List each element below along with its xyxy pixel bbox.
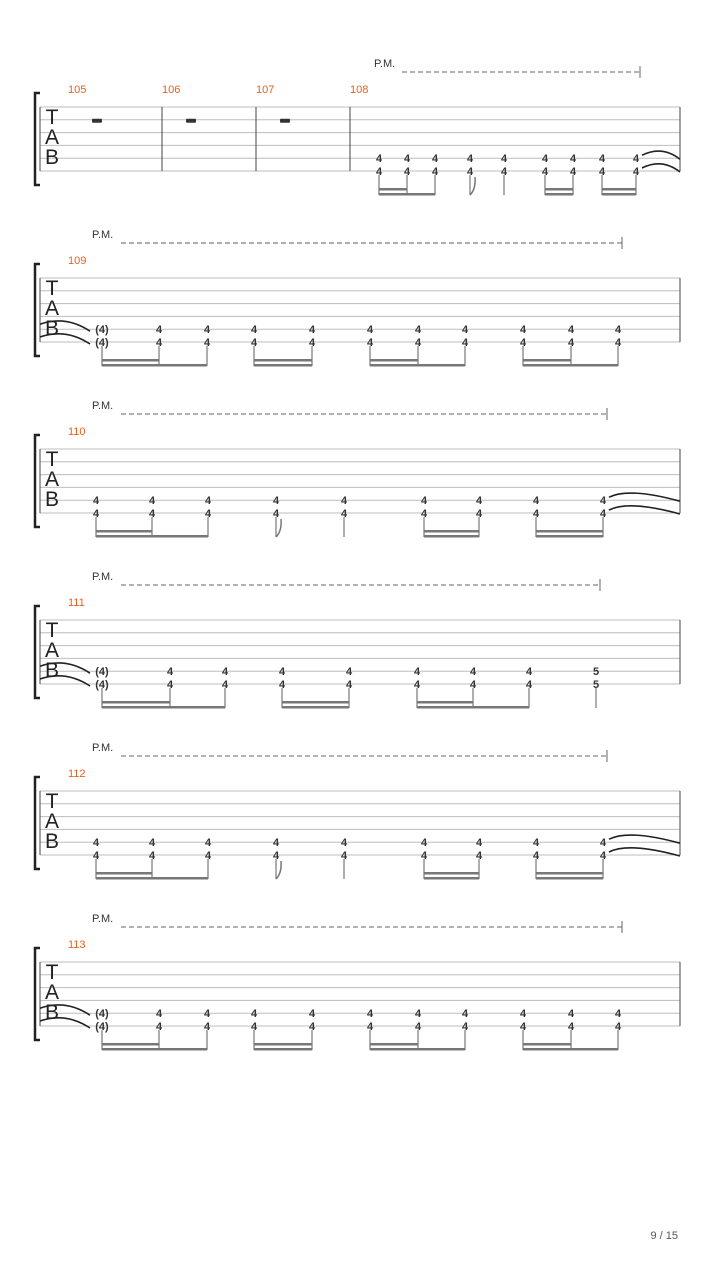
- fret-number: 4: [345, 679, 353, 691]
- fret-number: 4: [532, 508, 540, 520]
- fret-number: 4: [599, 850, 607, 862]
- fret-number: 4: [204, 508, 212, 520]
- fret-number: 4: [567, 337, 575, 349]
- palm-mute-label: P.M.: [92, 400, 114, 412]
- note-beam-secondary: [602, 188, 636, 191]
- tab-clef-letter: T: [45, 277, 59, 300]
- note-beam: [102, 1048, 207, 1051]
- note-beam-secondary: [417, 701, 473, 704]
- palm-mute-label: P.M.: [374, 58, 396, 70]
- fret-number: 4: [614, 1021, 622, 1033]
- note-beam: [102, 706, 225, 709]
- fret-number: 4: [250, 337, 258, 349]
- measure-number: 105: [68, 84, 87, 96]
- fret-number: (4): [95, 337, 109, 349]
- fret-number: (4): [95, 1021, 109, 1033]
- fret-number: 4: [308, 1021, 316, 1033]
- fret-number: 4: [155, 1021, 163, 1033]
- fret-number: 4: [632, 153, 640, 166]
- note-beam-secondary: [96, 872, 152, 875]
- fret-number: 4: [272, 850, 280, 862]
- tab-clef-letter: T: [45, 106, 59, 129]
- fret-number: 4: [569, 153, 577, 166]
- tab-clef-letter: B: [44, 488, 60, 511]
- note-beam: [417, 706, 529, 709]
- fret-number: 4: [278, 679, 286, 691]
- fret-number: 4: [632, 166, 640, 178]
- note-beam: [370, 364, 465, 367]
- fret-number: 4: [414, 1021, 422, 1033]
- fret-number: 4: [204, 495, 212, 508]
- measure-rest: [92, 119, 102, 123]
- note-beam: [424, 535, 479, 538]
- note-beam: [424, 877, 479, 880]
- fret-number: 4: [475, 495, 483, 508]
- fret-number: 4: [308, 324, 316, 337]
- note-beam-secondary: [536, 530, 603, 533]
- fret-number: 5: [592, 679, 600, 691]
- measure-rest: [186, 119, 196, 123]
- tab-clef-letter: T: [45, 790, 59, 813]
- fret-number: 4: [500, 153, 508, 166]
- tab-clef-letter: B: [44, 146, 60, 169]
- tab-clef-letter: A: [44, 126, 60, 149]
- palm-mute-label: P.M.: [92, 229, 114, 241]
- palm-mute-label: P.M.: [92, 913, 114, 925]
- fret-number: 4: [414, 1008, 422, 1021]
- fret-number: 4: [340, 495, 348, 508]
- note-beam-secondary: [424, 530, 479, 533]
- fret-number: 4: [500, 166, 508, 178]
- note-beam-secondary: [545, 188, 573, 191]
- note-beam: [254, 1048, 312, 1051]
- measure-number: 108: [350, 84, 369, 96]
- fret-number: 4: [92, 850, 100, 862]
- note-flag: [276, 861, 281, 879]
- note-beam: [523, 364, 618, 367]
- fret-number: 4: [469, 666, 477, 679]
- fret-number: 4: [614, 1008, 622, 1021]
- note-beam-secondary: [536, 872, 603, 875]
- note-flag: [276, 519, 281, 537]
- fret-number: 4: [414, 324, 422, 337]
- tab-clef-letter: A: [44, 468, 60, 491]
- note-beam: [379, 193, 435, 196]
- fret-number: 5: [592, 666, 600, 679]
- fret-number: (4): [95, 666, 109, 679]
- fret-number: 4: [92, 508, 100, 520]
- fret-number: 4: [250, 1021, 258, 1033]
- tab-clef-letter: B: [44, 659, 60, 682]
- fret-number: 4: [203, 324, 211, 337]
- note-flag: [470, 177, 475, 195]
- fret-number: 4: [148, 495, 156, 508]
- fret-number: 4: [366, 324, 374, 337]
- fret-number: 4: [532, 495, 540, 508]
- note-beam-secondary: [523, 1043, 571, 1046]
- fret-number: 4: [431, 166, 439, 178]
- fret-number: 4: [541, 166, 549, 178]
- fret-number: 4: [403, 166, 411, 178]
- fret-number: 4: [614, 337, 622, 349]
- fret-number: 4: [420, 495, 428, 508]
- fret-number: 4: [461, 1008, 469, 1021]
- fret-number: 4: [461, 337, 469, 349]
- note-beam-secondary: [370, 1043, 418, 1046]
- fret-number: 4: [155, 1008, 163, 1021]
- fret-number: 4: [155, 324, 163, 337]
- fret-number: 4: [308, 337, 316, 349]
- fret-number: 4: [403, 153, 411, 166]
- fret-number: 4: [250, 1008, 258, 1021]
- fret-number: 4: [278, 666, 286, 679]
- fret-number: 4: [461, 324, 469, 337]
- tab-clef-letter: A: [44, 810, 60, 833]
- fret-number: 4: [532, 837, 540, 850]
- fret-number: 4: [340, 837, 348, 850]
- tab-clef-letter: A: [44, 297, 60, 320]
- fret-number: 4: [366, 1008, 374, 1021]
- note-beam: [545, 193, 573, 196]
- fret-number: 4: [599, 837, 607, 850]
- fret-number: 4: [166, 679, 174, 691]
- system-bracket: [35, 264, 40, 356]
- fret-number: 4: [166, 666, 174, 679]
- fret-number: 4: [525, 666, 533, 679]
- tab-clef-letter: B: [44, 317, 60, 340]
- tab-clef-letter: B: [44, 1001, 60, 1024]
- fret-number: (4): [95, 324, 109, 337]
- fret-number: 4: [148, 837, 156, 850]
- measure-number: 113: [68, 939, 86, 951]
- fret-number: 4: [340, 508, 348, 520]
- system-bracket: [35, 777, 40, 869]
- fret-number: (4): [95, 679, 109, 691]
- fret-number: 4: [272, 495, 280, 508]
- fret-number: 4: [204, 850, 212, 862]
- fret-number: 4: [413, 666, 421, 679]
- tab-clef-letter: A: [44, 981, 60, 1004]
- fret-number: 4: [599, 508, 607, 520]
- fret-number: 4: [308, 1008, 316, 1021]
- fret-number: 4: [532, 850, 540, 862]
- note-beam-secondary: [254, 359, 312, 362]
- fret-number: 4: [155, 337, 163, 349]
- tab-clef-letter: T: [45, 448, 59, 471]
- system-bracket: [35, 435, 40, 527]
- fret-number: 4: [475, 508, 483, 520]
- fret-number: 4: [599, 495, 607, 508]
- fret-number: 4: [413, 679, 421, 691]
- measure-number: 110: [68, 426, 86, 438]
- note-beam: [370, 1048, 465, 1051]
- note-beam-secondary: [102, 1043, 159, 1046]
- fret-number: 4: [366, 337, 374, 349]
- tab-clef-letter: T: [45, 619, 59, 642]
- palm-mute-label: P.M.: [92, 742, 114, 754]
- fret-number: 4: [250, 324, 258, 337]
- fret-number: 4: [366, 1021, 374, 1033]
- note-beam: [96, 877, 208, 880]
- note-beam: [254, 364, 312, 367]
- tab-clef-letter: A: [44, 639, 60, 662]
- fret-number: 4: [272, 508, 280, 520]
- fret-number: 4: [345, 666, 353, 679]
- fret-number: 4: [92, 837, 100, 850]
- fret-number: 4: [519, 1021, 527, 1033]
- fret-number: 4: [598, 153, 606, 166]
- fret-number: 4: [414, 337, 422, 349]
- note-beam-secondary: [523, 359, 571, 362]
- fret-number: 4: [525, 679, 533, 691]
- fret-number: 4: [221, 666, 229, 679]
- note-beam: [282, 706, 349, 709]
- note-beam-secondary: [102, 359, 159, 362]
- fret-number: 4: [598, 166, 606, 178]
- fret-number: (4): [95, 1008, 109, 1021]
- fret-number: 4: [519, 337, 527, 349]
- tab-clef-letter: T: [45, 961, 59, 984]
- fret-number: 4: [475, 850, 483, 862]
- note-beam: [602, 193, 636, 196]
- fret-number: 4: [221, 679, 229, 691]
- palm-mute-label: P.M.: [92, 571, 114, 583]
- note-beam-secondary: [370, 359, 418, 362]
- fret-number: 4: [203, 1021, 211, 1033]
- fret-number: 4: [466, 166, 474, 178]
- note-beam-secondary: [424, 872, 479, 875]
- fret-number: 4: [420, 508, 428, 520]
- fret-number: 4: [420, 837, 428, 850]
- fret-number: 4: [431, 153, 439, 166]
- system-bracket: [35, 93, 40, 185]
- fret-number: 4: [148, 850, 156, 862]
- note-beam: [536, 877, 603, 880]
- fret-number: 4: [272, 837, 280, 850]
- note-beam-secondary: [254, 1043, 312, 1046]
- measure-number: 112: [68, 768, 86, 780]
- fret-number: 4: [203, 1008, 211, 1021]
- measure-number: 109: [68, 255, 87, 267]
- page-number: 9 / 15: [650, 1230, 678, 1242]
- measure-rest: [280, 119, 290, 123]
- fret-number: 4: [375, 153, 383, 166]
- fret-number: 4: [469, 679, 477, 691]
- fret-number: 4: [92, 495, 100, 508]
- note-beam: [96, 535, 208, 538]
- measure-number: 111: [68, 597, 85, 609]
- fret-number: 4: [203, 337, 211, 349]
- fret-number: 4: [475, 837, 483, 850]
- note-beam-secondary: [102, 701, 170, 704]
- fret-number: 4: [567, 1021, 575, 1033]
- note-beam: [102, 364, 207, 367]
- note-beam-secondary: [96, 530, 152, 533]
- fret-number: 4: [340, 850, 348, 862]
- note-beam-secondary: [282, 701, 349, 704]
- fret-number: 4: [148, 508, 156, 520]
- system-bracket: [35, 606, 40, 698]
- fret-number: 4: [567, 324, 575, 337]
- measure-number: 107: [256, 84, 275, 96]
- fret-number: 4: [614, 324, 622, 337]
- system-bracket: [35, 948, 40, 1040]
- fret-number: 4: [420, 850, 428, 862]
- note-beam: [536, 535, 603, 538]
- tab-clef-letter: B: [44, 830, 60, 853]
- fret-number: 4: [466, 153, 474, 166]
- fret-number: 4: [567, 1008, 575, 1021]
- fret-number: 4: [569, 166, 577, 178]
- fret-number: 4: [519, 1008, 527, 1021]
- fret-number: 4: [204, 837, 212, 850]
- fret-number: 4: [375, 166, 383, 178]
- measure-number: 106: [162, 84, 181, 96]
- note-beam: [523, 1048, 618, 1051]
- fret-number: 4: [541, 153, 549, 166]
- fret-number: 4: [461, 1021, 469, 1033]
- note-beam-secondary: [379, 188, 407, 191]
- fret-number: 4: [519, 324, 527, 337]
